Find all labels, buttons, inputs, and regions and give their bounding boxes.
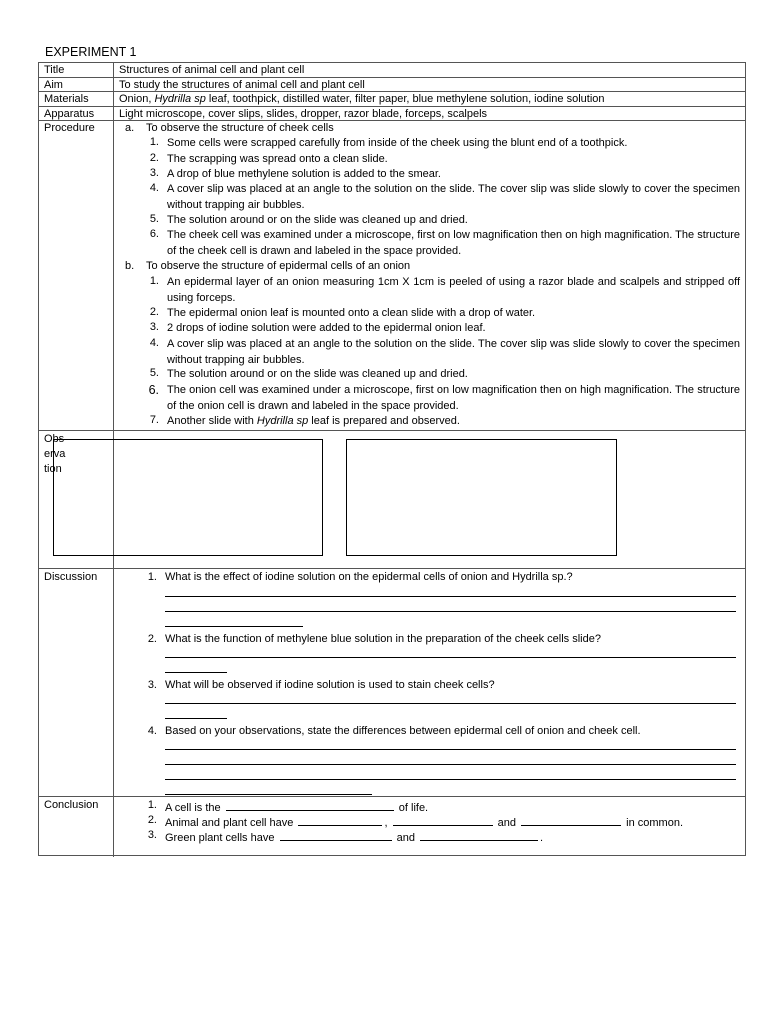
answer-line[interactable] (165, 749, 736, 750)
title-value: Structures of animal cell and plant cell (119, 64, 305, 76)
fill-blank[interactable] (521, 814, 621, 826)
apparatus-label: Apparatus (44, 108, 95, 120)
answer-line[interactable] (165, 718, 227, 719)
materials-row (39, 92, 745, 107)
list-item: 3. 2 drops of iodine solution were added to the epidermal onion leaf. (149, 321, 486, 334)
list-item: 2. The scrapping was spread onto a clean slide. (149, 152, 388, 165)
fill-blank[interactable] (226, 799, 394, 811)
answer-line[interactable] (165, 794, 372, 795)
procedure-a-letter: a. (125, 122, 135, 134)
observation-label: Observation (44, 433, 66, 475)
list-item: 5. The solution around or on the slide was cleaned up and dried. (149, 213, 468, 226)
list-item: 2. The epidermal onion leaf is mounted onto a clean slide with a drop of water. (149, 306, 536, 319)
list-item: 7. Another slide with Hydrilla sp leaf is prepared and observed. (149, 414, 460, 427)
answer-line[interactable] (165, 779, 736, 780)
aim-value: To study the structures of animal cell and plant cell (119, 79, 365, 91)
list-item: 4. A cover slip was placed at an angle to the solution on the slide. The cover slip was slide slowly to cover the specimen without trapping air bubbles. (149, 182, 740, 211)
answer-line[interactable] (165, 596, 736, 597)
observation-row (39, 431, 745, 569)
list-item: 4. A cover slip was placed at an angle to the solution on the slide. The cover slip was slide slowly to cover the specimen without trapping air bubbles. (149, 337, 740, 366)
discussion-row: Discussion 1. What is the effect of iodine solution on the epidermal cells of onion and Hydrilla sp.? 2. What is the function of methylene blue solution in the preparation of the cheek cells slide? 3. What will be observed if iodine solution is used to stain cheek cells? 4. Based on your observations, state the differences between epidermal cell of onion and cheek cell. (39, 569, 745, 797)
conclusion-label: Conclusion (44, 799, 99, 811)
list-item: 1. Some cells were scrapped carefully from inside of the cheek using the blunt end of a toothpick. (149, 136, 628, 149)
apparatus-row (39, 107, 745, 121)
answer-line[interactable] (165, 703, 736, 704)
procedure-label: Procedure (44, 122, 95, 134)
answer-line[interactable] (165, 764, 736, 765)
fill-blank[interactable] (420, 829, 538, 841)
list-item: 1. An epidermal layer of an onion measuring 1cm X 1cm is peeled of using a razor blade and scalpels and stripped off using forceps. (149, 275, 740, 304)
list-item: 6. The cheek cell was examined under a microscope, first on low magnification then on high magnification. The structure of the cheek cell is drawn and labeled in the space provided. (149, 228, 740, 257)
cheek-cell-drawing-box[interactable] (53, 439, 323, 556)
fill-blank[interactable] (393, 814, 493, 826)
procedure-row (39, 121, 745, 431)
apparatus-value: Light microscope, cover slips, slides, dropper, razor blade, forceps, scalpels (119, 108, 488, 120)
procedure-b-letter: b. (125, 260, 135, 272)
list-item: 3. A drop of blue methylene solution is added to the smear. (149, 167, 441, 180)
list-item: 5. The solution around or on the slide was cleaned up and dried. (149, 367, 468, 380)
discussion-label: Discussion (44, 571, 98, 583)
answer-line[interactable] (165, 657, 736, 658)
materials-value: Onion, Hydrilla sp leaf, toothpick, distilled water, filter paper, blue methylene solution, iodine solution (119, 93, 605, 105)
onion-cell-drawing-box[interactable] (346, 439, 617, 556)
materials-label: Materials (44, 93, 89, 105)
experiment-table (38, 62, 746, 856)
answer-line[interactable] (165, 626, 303, 627)
conclusion-row: Conclusion 1. A cell is the of life. 2. Animal and plant cell have , and in common. 3. Green plant cells have and . (39, 797, 745, 857)
answer-line[interactable] (165, 611, 736, 612)
fill-blank[interactable] (280, 829, 392, 841)
procedure-a-title: To observe the structure of cheek cells (146, 122, 334, 134)
list-item: 6. The onion cell was examined under a microscope, first on low magnification then on high magnification. The structure of the onion cell is drawn and labeled in the space provided. (148, 383, 740, 412)
experiment-heading: EXPERIMENT 1 (45, 45, 137, 59)
title-label: Title (44, 64, 65, 76)
aim-row (39, 78, 745, 92)
fill-blank[interactable] (298, 814, 382, 826)
aim-label: Aim (44, 79, 63, 91)
answer-line[interactable] (165, 672, 227, 673)
title-row (39, 63, 745, 78)
procedure-b-title: To observe the structure of epidermal cells of an onion (146, 260, 411, 272)
